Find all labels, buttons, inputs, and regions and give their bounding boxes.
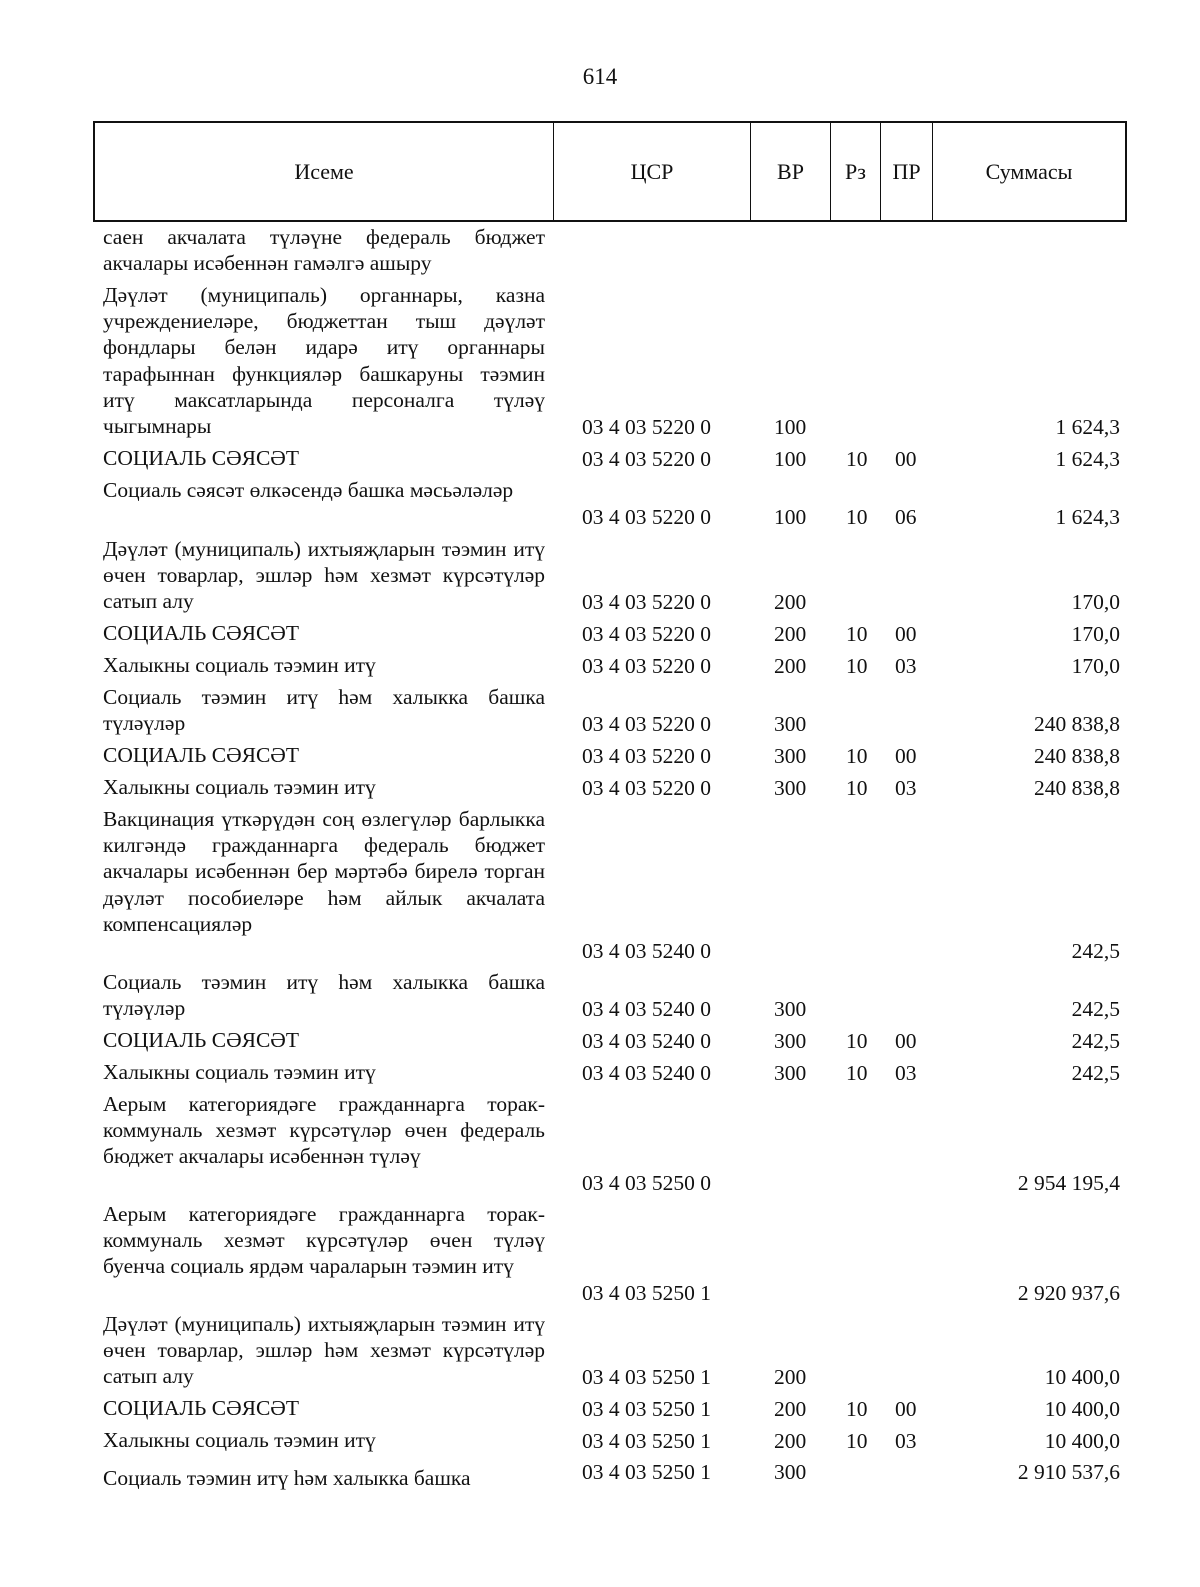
- row-sum: 2 954 195,4: [1017, 1171, 1120, 1195]
- row-vr: 200: [774, 1429, 807, 1453]
- row-pr: 03: [895, 1429, 917, 1453]
- table-row: [0, 1027, 1200, 1054]
- row-sum: 240 838,8: [1034, 776, 1120, 800]
- row-pr: 03: [895, 1061, 917, 1085]
- row-rz: 10: [846, 447, 868, 471]
- row-vr: 300: [774, 1061, 807, 1085]
- table-row: [0, 1201, 1200, 1306]
- row-csr: 03 4 03 5250 1: [582, 1460, 711, 1484]
- row-name: Социаль тәэмин итү һәм халыкка башка түләүләр: [103, 970, 545, 1021]
- table-row: [0, 1059, 1200, 1086]
- row-name: Социаль тәэмин итү һәм халыкка башка түләүләр: [103, 685, 545, 736]
- row-name: СОЦИАЛЬ СӘЯСӘТ: [103, 446, 299, 470]
- table-row: [0, 1459, 1200, 1490]
- row-sum: 1 624,3: [1055, 447, 1120, 471]
- row-name: СОЦИАЛЬ СӘЯСӘТ: [103, 1028, 299, 1052]
- row-name: СОЦИАЛЬ СӘЯСӘТ: [103, 621, 299, 645]
- row-vr: 300: [774, 997, 807, 1021]
- row-csr: 03 4 03 5250 1: [582, 1429, 711, 1453]
- row-rz: 10: [846, 1429, 868, 1453]
- page-number: 614: [582, 64, 618, 89]
- row-name: Аерым категориядәге гражданнарга торак-коммуналь хезмәт күрсәтүләр өчен федераль бюджет акчалары исәбеннән түләү: [103, 1092, 545, 1169]
- row-sum: 240 838,8: [1034, 712, 1120, 736]
- row-rz: 10: [846, 1061, 868, 1085]
- row-vr: 200: [774, 654, 807, 678]
- row-name: СОЦИАЛЬ СӘЯСӘТ: [103, 1396, 299, 1420]
- header-csr: ЦСР: [554, 123, 751, 220]
- row-sum: 242,5: [1071, 997, 1120, 1021]
- row-csr: 03 4 03 5250 1: [582, 1397, 711, 1421]
- row-name: Социаль сәясәт өлкәсендә башка мәсьәләләр: [103, 478, 514, 502]
- table-row: [0, 282, 1200, 440]
- table-row: [0, 1427, 1200, 1454]
- row-csr: 03 4 03 5220 0: [582, 744, 711, 768]
- row-rz: 10: [846, 622, 868, 646]
- table-row: [0, 477, 1200, 530]
- row-sum: 1 624,3: [1055, 415, 1120, 439]
- row-vr: 100: [774, 447, 807, 471]
- row-vr: 200: [774, 1365, 807, 1389]
- row-name: Халыкны социаль тәэмин итү: [103, 1060, 376, 1084]
- table-row: [0, 774, 1200, 801]
- table-row: [0, 620, 1200, 647]
- row-csr: 03 4 03 5220 0: [582, 505, 711, 529]
- row-pr: 00: [895, 744, 917, 768]
- row-csr: 03 4 03 5220 0: [582, 415, 711, 439]
- row-rz: 10: [846, 1397, 868, 1421]
- row-vr: 200: [774, 590, 807, 614]
- row-vr: 100: [774, 415, 807, 439]
- table-row: [0, 1311, 1200, 1390]
- table-row: [0, 742, 1200, 769]
- header-pr: ПР: [881, 123, 933, 220]
- row-csr: 03 4 03 5240 0: [582, 1029, 711, 1053]
- row-name: Социаль тәэмин итү һәм халыкка башка: [103, 1466, 471, 1490]
- table-row: [0, 684, 1200, 737]
- row-csr: 03 4 03 5250 0: [582, 1171, 711, 1195]
- row-sum: 170,0: [1071, 590, 1120, 614]
- row-sum: 240 838,8: [1034, 744, 1120, 768]
- header-vr: ВР: [751, 123, 831, 220]
- row-csr: 03 4 03 5220 0: [582, 712, 711, 736]
- row-rz: 10: [846, 1029, 868, 1053]
- row-vr: 300: [774, 744, 807, 768]
- row-name: Халыкны социаль тәэмин итү: [103, 653, 376, 677]
- row-vr: 200: [774, 622, 807, 646]
- row-vr: 100: [774, 505, 807, 529]
- row-csr: 03 4 03 5250 1: [582, 1281, 711, 1305]
- row-vr: 300: [774, 776, 807, 800]
- row-sum: 242,5: [1071, 1029, 1120, 1053]
- table-row: [0, 536, 1200, 615]
- table-row: [0, 1395, 1200, 1422]
- row-csr: 03 4 03 5220 0: [582, 447, 711, 471]
- row-name: саен акчалата түләүне федераль бюджет акчалары исәбеннән гамәлгә ашыру: [103, 225, 545, 276]
- row-sum: 2 920 937,6: [1017, 1281, 1120, 1305]
- row-sum: 1 624,3: [1055, 505, 1120, 529]
- table-row: [0, 806, 1200, 964]
- row-pr: 06: [895, 505, 917, 529]
- row-name: Халыкны социаль тәэмин итү: [103, 1428, 376, 1452]
- row-csr: 03 4 03 5240 0: [582, 1061, 711, 1085]
- row-name: Вакцинация үткәрүдән соң өзлегүләр барлыкка килгәндә гражданнарга федераль бюджет акчалары исәбеннән бер мәртәбә бирелә торган дәүләт пособиеләре һәм айлык акчалата компенсацияләр: [103, 807, 545, 936]
- row-pr: 03: [895, 654, 917, 678]
- row-rz: 10: [846, 776, 868, 800]
- table-row: [0, 224, 1200, 277]
- row-pr: 03: [895, 776, 917, 800]
- row-csr: 03 4 03 5240 0: [582, 939, 711, 963]
- row-rz: 10: [846, 654, 868, 678]
- row-vr: 300: [774, 1029, 807, 1053]
- row-vr: 300: [774, 1460, 807, 1484]
- row-pr: 00: [895, 1029, 917, 1053]
- row-pr: 00: [895, 622, 917, 646]
- row-sum: 10 400,0: [1044, 1429, 1120, 1453]
- table-row: [0, 1091, 1200, 1196]
- row-sum: 170,0: [1071, 622, 1120, 646]
- row-pr: 00: [895, 447, 917, 471]
- header-name: Исеме: [95, 123, 554, 220]
- row-name: СОЦИАЛЬ СӘЯСӘТ: [103, 743, 299, 767]
- row-sum: 10 400,0: [1044, 1397, 1120, 1421]
- row-csr: 03 4 03 5240 0: [582, 997, 711, 1021]
- row-pr: 00: [895, 1397, 917, 1421]
- row-name: Халыкны социаль тәэмин итү: [103, 775, 376, 799]
- row-csr: 03 4 03 5250 1: [582, 1365, 711, 1389]
- row-csr: 03 4 03 5220 0: [582, 654, 711, 678]
- row-vr: 200: [774, 1397, 807, 1421]
- row-name: Аерым категориядәге гражданнарга торак-коммуналь хезмәт күрсәтүләр өчен түләү буенча социаль ярдәм чараларын тәэмин итү: [103, 1202, 545, 1279]
- header-sum: Суммасы: [985, 158, 1073, 184]
- row-name: Дәүләт (муниципаль) ихтыяҗларын тәэмин итү өчен товарлар, эшләр һәм хезмәт күрсәтүләр сатып алу: [103, 537, 545, 614]
- row-vr: 300: [774, 712, 807, 736]
- row-name: Дәүләт (муниципаль) органнары, казна учреждениеләре, бюджеттан тыш дәүләт фондлары белән идарә итү органнары тарафыннан функцияләр башкаруны тәэмин итү максатларында персоналга түләү чыгымнары: [103, 283, 545, 439]
- row-csr: 03 4 03 5220 0: [582, 776, 711, 800]
- row-sum: 242,5: [1071, 939, 1120, 963]
- table-row: [0, 969, 1200, 1022]
- row-rz: 10: [846, 744, 868, 768]
- row-sum: 242,5: [1071, 1061, 1120, 1085]
- table-row: [0, 445, 1200, 472]
- table-row: [0, 652, 1200, 679]
- row-sum: 10 400,0: [1044, 1365, 1120, 1389]
- row-sum: 170,0: [1071, 654, 1120, 678]
- row-csr: 03 4 03 5220 0: [582, 622, 711, 646]
- row-sum: 2 910 537,6: [1017, 1460, 1120, 1484]
- row-rz: 10: [846, 505, 868, 529]
- header-rz: Рз: [831, 123, 881, 220]
- row-name: Дәүләт (муниципаль) ихтыяҗларын тәэмин итү өчен товарлар, эшләр һәм хезмәт күрсәтүләр сатып алу: [103, 1312, 545, 1389]
- row-csr: 03 4 03 5220 0: [582, 590, 711, 614]
